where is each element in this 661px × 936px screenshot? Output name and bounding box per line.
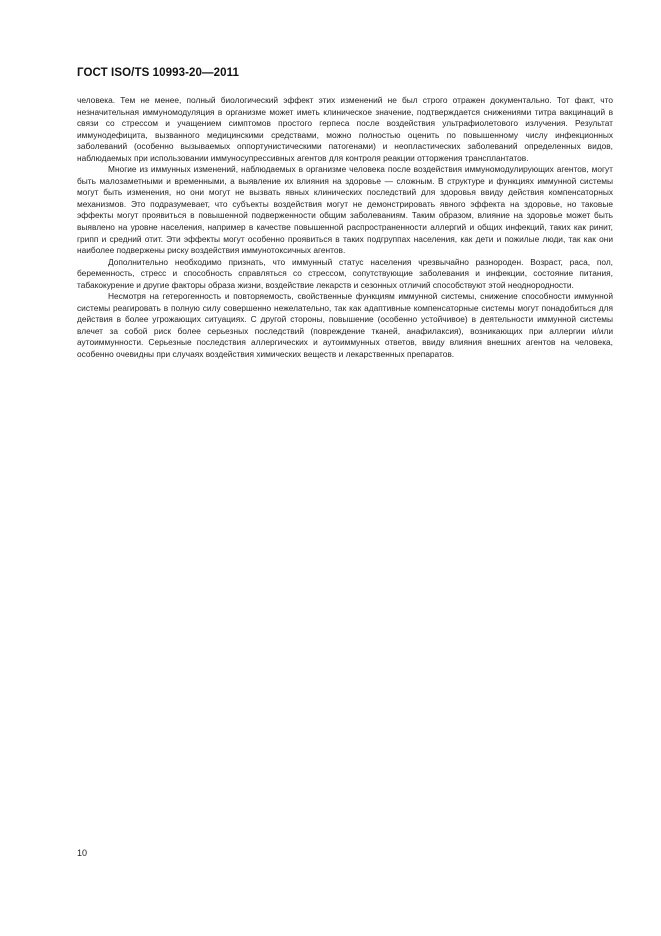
paragraph: Дополнительно необходимо признать, что иммунный статус населения чрезвычайно разнороден. Возраст, раса, пол, беременность, стресс и способность справляться со стрессом, сопутствующие заболевания и инфекции, состояние питания, табакокурение и другие факторы образа жизни, воздействие лекарств и сезонных отличий способствуют этой неоднородности. <box>77 256 613 290</box>
paragraph-continuation: человека. Тем не менее, полный биологический эффект этих изменений не был строго отражен документально. Тот факт, что незначительная иммуномодуляция в организме может иметь клиническое значение, подтверждается снижениями титра вакцинаций в связи со стрессом и учащением симптомов простого герпеса после воздействия ультрафиолетового излучения. Результат иммунодефицита, вызванного медицинскими средствами, можно полностью оценить по повышенному числу инфекционных заболеваний (особенно вызываемых оппортунистическими патогенами) и неопластических заболеваний определенных видов, наблюдаемых при использовании иммуносупрессивных агентов для контроля реакции отторжения трансплантатов. <box>77 95 613 163</box>
body-text <box>77 95 613 361</box>
standard-title: ГОСТ ISO/TS 10993-20—2011 <box>77 67 239 79</box>
paragraph: Несмотря на гетерогенность и повторяемость, свойственные функциям иммунной системы, снижение способности иммунной системы реагировать в полную силу совершенно нежелательно, так как адаптивные компенсаторные системы могут понадобиться для действия в более угрожающих ситуациях. С другой стороны, повышение (особенно устойчивое) в деятельности иммунной системы влечет за собой риск более серьезных последствий (повреждение тканей, анафилаксия), возникающих при аллергии и/или аутоиммунности. Серьезные последствия аллергических и аутоиммунных ответов, ввиду влияния внешних агентов на человека, особенно очевидны при случаях воздействия химических веществ и лекарственных препаратов. <box>77 291 613 360</box>
page-number: 10 <box>77 848 88 858</box>
paragraph: Многие из иммунных изменений, наблюдаемых в организме человека после воздействия иммуномодулирующих агентов, могут быть малозаметными и временными, а выявление их влияния на здоровье — сложным. В структуре и функциях иммунной системы могут быть изменения, но они могут не вызвать явных клинических последствий для здоровья ввиду действия компенсаторных механизмов. Это подразумевает, что субъекты воздействия могут не демонстрировать явного эффекта на здоровье, но таковые эффекты могут проявиться в повышенной подверженности общим заболеваниям. Таким образом, влияние на здоровье может быть выявлено на уровне населения, например в качестве повышенной распространенности аллергий и общих инфекций, таких как ринит, грипп и средний отит. Эти эффекты могут особенно проявиться в таких подгруппах населения, как дети и пожилые люди, так как они наиболее подвержены риску воздействия иммунотоксичных агентов. <box>77 164 613 256</box>
